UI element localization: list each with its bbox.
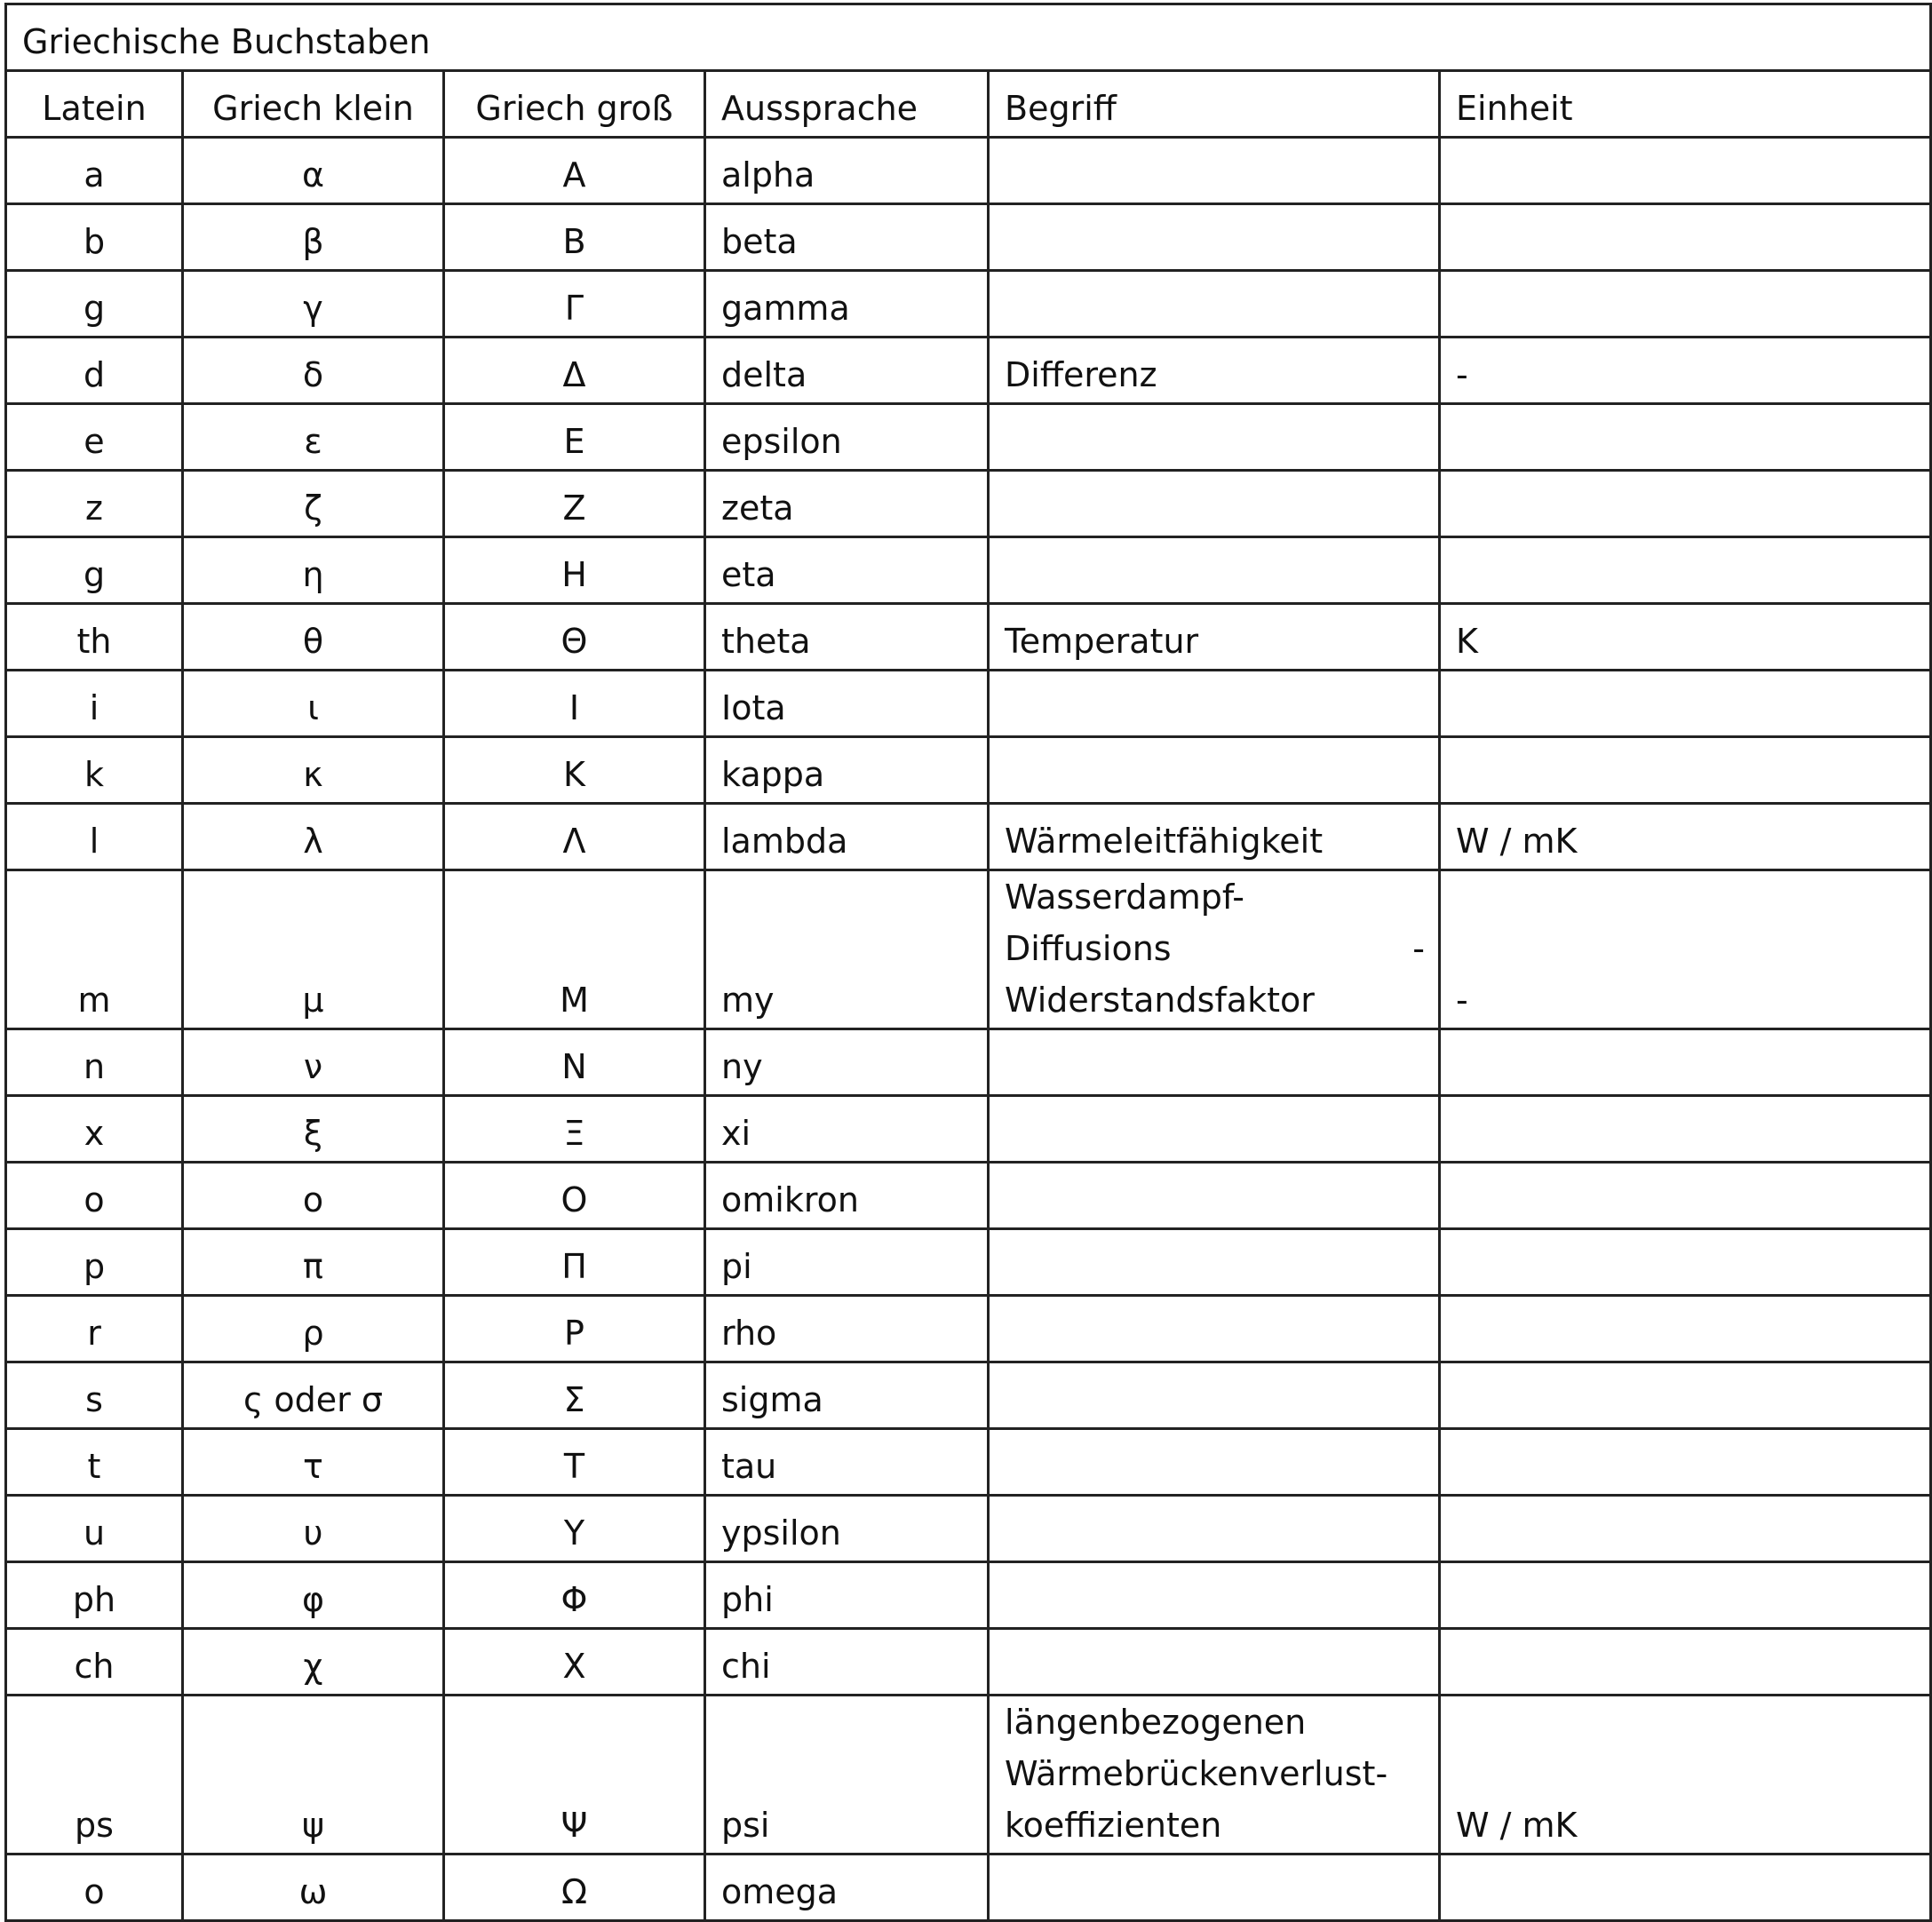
cell-latin: g — [6, 537, 183, 604]
table-row — [6, 1229, 1931, 1296]
cell-latin: o — [6, 1163, 183, 1229]
cell-pronunciation: Iota — [705, 671, 989, 737]
table-row — [6, 471, 1931, 537]
cell-latin: b — [6, 204, 183, 271]
cell-greek-small: π — [183, 1229, 444, 1296]
cell-unit — [1440, 204, 1931, 271]
table-row — [6, 604, 1931, 671]
cell-greek-capital: Β — [444, 204, 705, 271]
header-latin: Latein — [6, 71, 183, 138]
cell-greek-capital: Κ — [444, 737, 705, 804]
table-row — [6, 537, 1931, 604]
cell-latin: ph — [6, 1562, 183, 1629]
cell-greek-capital: Π — [444, 1229, 705, 1296]
table-row — [6, 804, 1931, 870]
term-line — [1005, 1799, 1423, 1851]
cell-pronunciation: rho — [705, 1296, 989, 1362]
cell-term — [989, 1163, 1440, 1229]
cell-greek-small: ς oder σ — [183, 1362, 444, 1429]
table-row — [6, 138, 1931, 204]
cell-unit — [1440, 671, 1931, 737]
cell-pronunciation: pi — [705, 1229, 989, 1296]
table-row — [6, 1696, 1931, 1854]
cell-greek-capital: Ν — [444, 1029, 705, 1096]
table-row — [6, 1629, 1931, 1696]
cell-latin: ch — [6, 1629, 183, 1696]
cell-term — [989, 671, 1440, 737]
cell-greek-capital: Ο — [444, 1163, 705, 1229]
term-hyphen: - — [1412, 929, 1425, 968]
cell-greek-capital: Ζ — [444, 471, 705, 537]
cell-unit: - — [1440, 338, 1931, 404]
cell-latin: p — [6, 1229, 183, 1296]
cell-term — [989, 471, 1440, 537]
cell-term — [989, 804, 1440, 870]
cell-latin: e — [6, 404, 183, 471]
cell-greek-small: ρ — [183, 1296, 444, 1362]
cell-greek-capital: Λ — [444, 804, 705, 870]
cell-unit — [1440, 471, 1931, 537]
cell-pronunciation: ny — [705, 1029, 989, 1096]
term-line-text: Wasserdampf- — [1005, 878, 1244, 917]
cell-greek-capital: Μ — [444, 870, 705, 1029]
cell-latin: x — [6, 1096, 183, 1163]
table-row — [6, 1029, 1931, 1096]
cell-greek-capital: Α — [444, 138, 705, 204]
table-row — [6, 870, 1931, 1029]
cell-term — [989, 1362, 1440, 1429]
cell-greek-small: ε — [183, 404, 444, 471]
cell-greek-small: μ — [183, 870, 444, 1029]
table-row — [6, 1362, 1931, 1429]
cell-greek-small: φ — [183, 1562, 444, 1629]
cell-unit — [1440, 537, 1931, 604]
term-line-text: Widerstandsfaktor — [1005, 981, 1315, 1020]
cell-latin: l — [6, 804, 183, 870]
cell-term — [989, 737, 1440, 804]
cell-unit — [1440, 1629, 1931, 1696]
cell-term — [989, 1629, 1440, 1696]
cell-greek-small: ζ — [183, 471, 444, 537]
cell-unit — [1440, 737, 1931, 804]
header-greek-capital: Griech groß — [444, 71, 705, 138]
cell-unit — [1440, 404, 1931, 471]
cell-greek-capital: Ξ — [444, 1096, 705, 1163]
cell-pronunciation: beta — [705, 204, 989, 271]
cell-pronunciation: psi — [705, 1696, 989, 1854]
cell-unit — [1440, 1163, 1931, 1229]
cell-greek-small: θ — [183, 604, 444, 671]
cell-greek-small: ψ — [183, 1696, 444, 1854]
cell-pronunciation: xi — [705, 1096, 989, 1163]
cell-term — [989, 1429, 1440, 1496]
cell-greek-small: α — [183, 138, 444, 204]
term-line — [1005, 1748, 1423, 1799]
cell-greek-small: γ — [183, 271, 444, 338]
greek-letters-table — [4, 3, 1932, 1922]
header-unit: Einheit — [1440, 71, 1931, 138]
term-line — [1005, 815, 1423, 867]
cell-unit — [1440, 271, 1931, 338]
cell-pronunciation: my — [705, 870, 989, 1029]
cell-pronunciation: sigma — [705, 1362, 989, 1429]
term-line — [1005, 923, 1423, 974]
term-line — [1005, 974, 1423, 1026]
table-body — [6, 138, 1931, 1921]
header-row — [6, 71, 1931, 138]
cell-term — [989, 1696, 1440, 1854]
cell-unit — [1440, 1854, 1931, 1921]
cell-unit — [1440, 1296, 1931, 1362]
cell-latin: n — [6, 1029, 183, 1096]
cell-term — [989, 138, 1440, 204]
table-row — [6, 1562, 1931, 1629]
cell-latin: k — [6, 737, 183, 804]
cell-unit — [1440, 138, 1931, 204]
cell-unit: W / mK — [1440, 1696, 1931, 1854]
cell-pronunciation: eta — [705, 537, 989, 604]
term-line — [1005, 871, 1423, 923]
cell-unit — [1440, 1029, 1931, 1096]
table-row — [6, 1096, 1931, 1163]
cell-latin: d — [6, 338, 183, 404]
table-title: Griechische Buchstaben — [6, 4, 1931, 71]
cell-latin: m — [6, 870, 183, 1029]
term-line-text: Wärmeleitfähigkeit — [1005, 822, 1324, 861]
cell-pronunciation: epsilon — [705, 404, 989, 471]
term-line — [1005, 349, 1423, 401]
cell-greek-capital: Η — [444, 537, 705, 604]
cell-greek-capital: Ψ — [444, 1696, 705, 1854]
term-line-text: Differenz — [1005, 355, 1157, 394]
term-line-text: koeffizienten — [1005, 1806, 1222, 1845]
cell-pronunciation: kappa — [705, 737, 989, 804]
cell-greek-small: η — [183, 537, 444, 604]
cell-unit — [1440, 1496, 1931, 1562]
cell-term — [989, 1562, 1440, 1629]
cell-greek-small: λ — [183, 804, 444, 870]
cell-greek-capital: Γ — [444, 271, 705, 338]
table-row — [6, 1429, 1931, 1496]
cell-greek-small: υ — [183, 1496, 444, 1562]
cell-latin: s — [6, 1362, 183, 1429]
cell-greek-capital: Φ — [444, 1562, 705, 1629]
cell-latin: ps — [6, 1696, 183, 1854]
cell-unit: W / mK — [1440, 804, 1931, 870]
cell-unit — [1440, 1562, 1931, 1629]
cell-greek-small: δ — [183, 338, 444, 404]
table-row — [6, 1496, 1931, 1562]
cell-pronunciation: theta — [705, 604, 989, 671]
cell-latin: th — [6, 604, 183, 671]
cell-greek-capital: Ρ — [444, 1296, 705, 1362]
cell-greek-capital: Σ — [444, 1362, 705, 1429]
cell-pronunciation: gamma — [705, 271, 989, 338]
cell-pronunciation: chi — [705, 1629, 989, 1696]
cell-term — [989, 204, 1440, 271]
cell-greek-capital: Υ — [444, 1496, 705, 1562]
cell-greek-capital: Ω — [444, 1854, 705, 1921]
cell-unit: - — [1440, 870, 1931, 1029]
cell-term — [989, 1229, 1440, 1296]
cell-greek-small: ι — [183, 671, 444, 737]
cell-latin: u — [6, 1496, 183, 1562]
term-line — [1005, 616, 1423, 667]
cell-latin: o — [6, 1854, 183, 1921]
cell-term — [989, 1496, 1440, 1562]
term-line-text: Diffusions — [1005, 929, 1172, 968]
cell-greek-small: κ — [183, 737, 444, 804]
cell-greek-small: ω — [183, 1854, 444, 1921]
table-row — [6, 204, 1931, 271]
cell-pronunciation: omikron — [705, 1163, 989, 1229]
term-line-text: Temperatur — [1005, 622, 1199, 661]
cell-greek-capital: Ε — [444, 404, 705, 471]
cell-greek-small: ξ — [183, 1096, 444, 1163]
cell-term — [989, 604, 1440, 671]
header-term: Begriff — [989, 71, 1440, 138]
cell-greek-capital: Τ — [444, 1429, 705, 1496]
cell-term — [989, 271, 1440, 338]
cell-term — [989, 404, 1440, 471]
cell-greek-small: β — [183, 204, 444, 271]
header-greek-small: Griech klein — [183, 71, 444, 138]
cell-term — [989, 1029, 1440, 1096]
cell-greek-capital: Ι — [444, 671, 705, 737]
cell-latin: i — [6, 671, 183, 737]
cell-latin: r — [6, 1296, 183, 1362]
cell-greek-small: χ — [183, 1629, 444, 1696]
cell-term — [989, 1096, 1440, 1163]
cell-term — [989, 1296, 1440, 1362]
cell-unit: K — [1440, 604, 1931, 671]
cell-latin: z — [6, 471, 183, 537]
cell-pronunciation: phi — [705, 1562, 989, 1629]
table-row — [6, 338, 1931, 404]
cell-pronunciation: zeta — [705, 471, 989, 537]
term-line-text: längenbezogenen — [1005, 1703, 1307, 1742]
table-row — [6, 671, 1931, 737]
cell-term — [989, 870, 1440, 1029]
cell-pronunciation: alpha — [705, 138, 989, 204]
header-pronunciation: Aussprache — [705, 71, 989, 138]
cell-pronunciation: omega — [705, 1854, 989, 1921]
cell-unit — [1440, 1096, 1931, 1163]
cell-unit — [1440, 1362, 1931, 1429]
cell-pronunciation: tau — [705, 1429, 989, 1496]
cell-pronunciation: lambda — [705, 804, 989, 870]
cell-pronunciation: ypsilon — [705, 1496, 989, 1562]
cell-greek-capital: Θ — [444, 604, 705, 671]
term-line-text: Wärmebrückenverlust- — [1005, 1754, 1388, 1793]
term-line — [1005, 1696, 1423, 1748]
cell-term — [989, 537, 1440, 604]
cell-term — [989, 1854, 1440, 1921]
cell-latin: t — [6, 1429, 183, 1496]
table-row — [6, 1296, 1931, 1362]
cell-pronunciation: delta — [705, 338, 989, 404]
cell-greek-small: ν — [183, 1029, 444, 1096]
table-row — [6, 737, 1931, 804]
table-row — [6, 1163, 1931, 1229]
table-row — [6, 271, 1931, 338]
cell-term — [989, 338, 1440, 404]
cell-greek-capital: Χ — [444, 1629, 705, 1696]
table-row — [6, 404, 1931, 471]
table-row — [6, 1854, 1931, 1921]
cell-unit — [1440, 1429, 1931, 1496]
cell-greek-small: τ — [183, 1429, 444, 1496]
cell-greek-capital: Δ — [444, 338, 705, 404]
cell-greek-small: ο — [183, 1163, 444, 1229]
cell-latin: a — [6, 138, 183, 204]
cell-latin: g — [6, 271, 183, 338]
cell-unit — [1440, 1229, 1931, 1296]
